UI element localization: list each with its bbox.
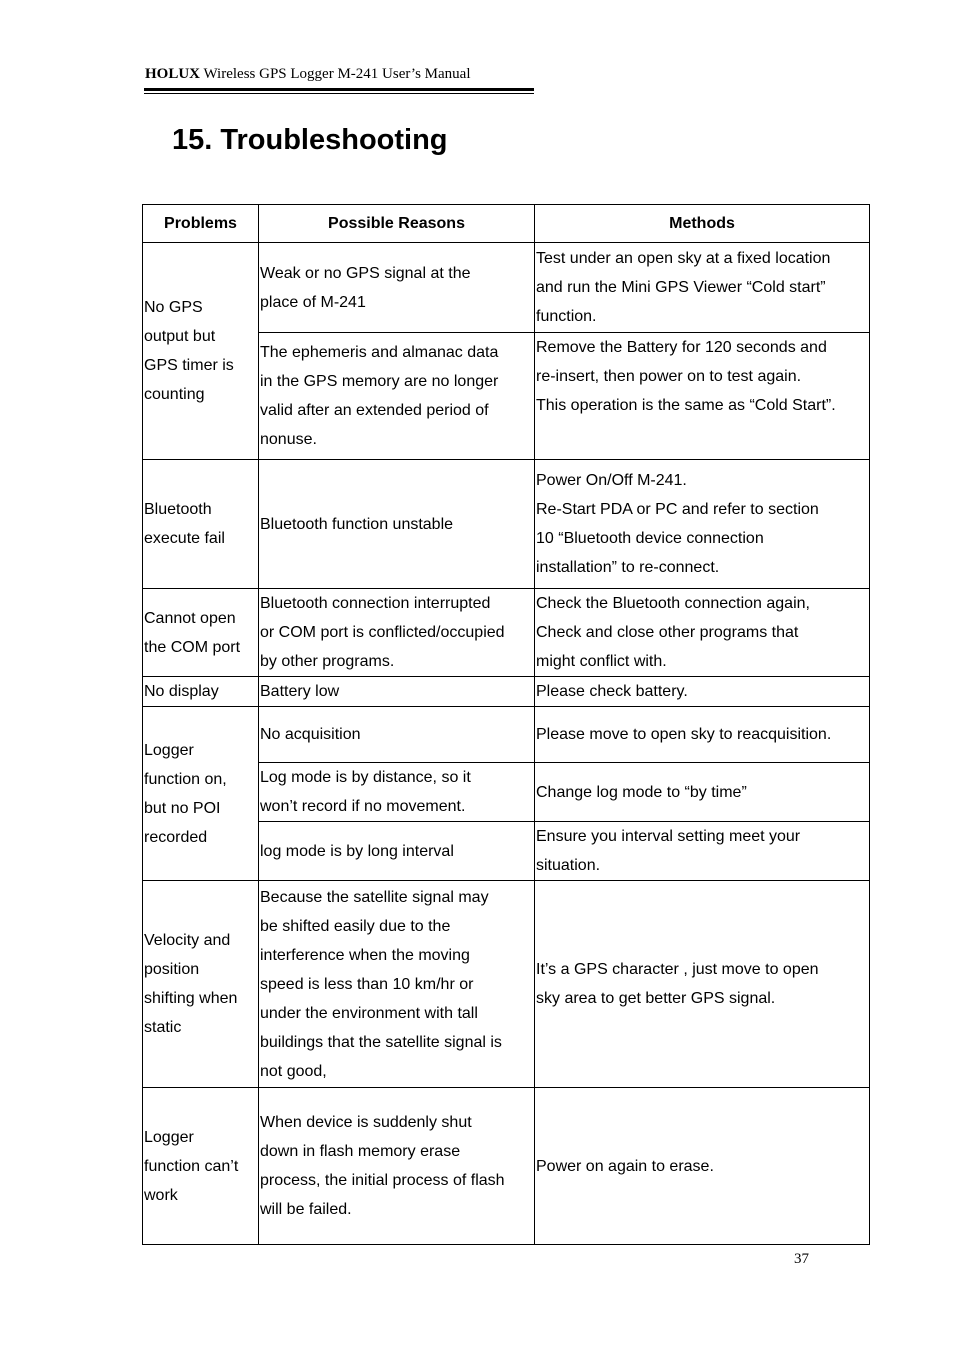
reason-cell: Weak or no GPS signal at the place of M-241 [259, 243, 535, 333]
problem-cell: Logger function on, but no POI recorded [143, 707, 259, 881]
problem-cell: No GPS output but GPS timer is counting [143, 243, 259, 460]
column-header-reasons: Possible Reasons [259, 205, 535, 243]
table-row [143, 677, 870, 707]
reason-cell: Bluetooth connection interrupted or COM port is conflicted/occupied by other programs. [259, 589, 535, 677]
running-header [145, 66, 471, 83]
method-cell: Change log mode to “by time” [535, 763, 870, 822]
method-cell: Please move to open sky to reacquisition. [535, 707, 870, 763]
reason-cell: Log mode is by distance, so it won’t record if no movement. [259, 763, 535, 822]
reason-cell: Because the satellite signal may be shifted easily due to the interference when the moving speed is less than 10 km/hr or under the environment with tall buildings that the satellite signal is not good, [259, 881, 535, 1088]
reason-cell: Bluetooth function unstable [259, 460, 535, 589]
section-title: 15. Troubleshooting [172, 124, 448, 156]
column-header-methods: Methods [535, 205, 870, 243]
method-cell: Please check battery. [535, 677, 870, 707]
problem-cell: No display [143, 677, 259, 707]
header-rule-thick [144, 88, 534, 91]
page-number: 37 [794, 1251, 809, 1267]
problem-cell: Cannot open the COM port [143, 589, 259, 677]
table-row [143, 707, 870, 763]
reason-cell: When device is suddenly shut down in flash memory erase process, the initial process of flash will be failed. [259, 1088, 535, 1245]
table-row [143, 881, 870, 1088]
troubleshooting-table [142, 204, 870, 1245]
table-row [143, 460, 870, 589]
table-row [143, 589, 870, 677]
problem-cell: Bluetooth execute fail [143, 460, 259, 589]
reason-cell: No acquisition [259, 707, 535, 763]
method-cell: It’s a GPS character , just move to open sky area to get better GPS signal. [535, 881, 870, 1088]
header-brand: HOLUX [145, 66, 201, 82]
method-cell: Check the Bluetooth connection again, Check and close other programs that might conflict with. [535, 589, 870, 677]
problem-cell: Velocity and position shifting when static [143, 881, 259, 1088]
table-row [143, 243, 870, 333]
method-cell: Power On/Off M-241. Re-Start PDA or PC and refer to section 10 “Bluetooth device connection installation” to re-connect. [535, 460, 870, 589]
problem-cell: Logger function can’t work [143, 1088, 259, 1245]
reason-cell: Battery low [259, 677, 535, 707]
reason-cell: The ephemeris and almanac data in the GPS memory are no longer valid after an extended period of nonuse. [259, 333, 535, 460]
table-header-row [143, 205, 870, 243]
reason-cell: log mode is by long interval [259, 822, 535, 881]
column-header-problems: Problems [143, 205, 259, 243]
method-cell: Power on again to erase. [535, 1088, 870, 1245]
method-cell: Remove the Battery for 120 seconds and re-insert, then power on to test again. This operation is the same as “Cold Start”. [535, 333, 870, 460]
method-cell: Ensure you interval setting meet your situation. [535, 822, 870, 881]
table-row [143, 1088, 870, 1245]
method-cell: Test under an open sky at a fixed location and run the Mini GPS Viewer “Cold start” function. [535, 243, 870, 333]
header-text: Wireless GPS Logger M-241 User’s Manual [200, 66, 471, 82]
header-rule-thin [144, 93, 534, 94]
